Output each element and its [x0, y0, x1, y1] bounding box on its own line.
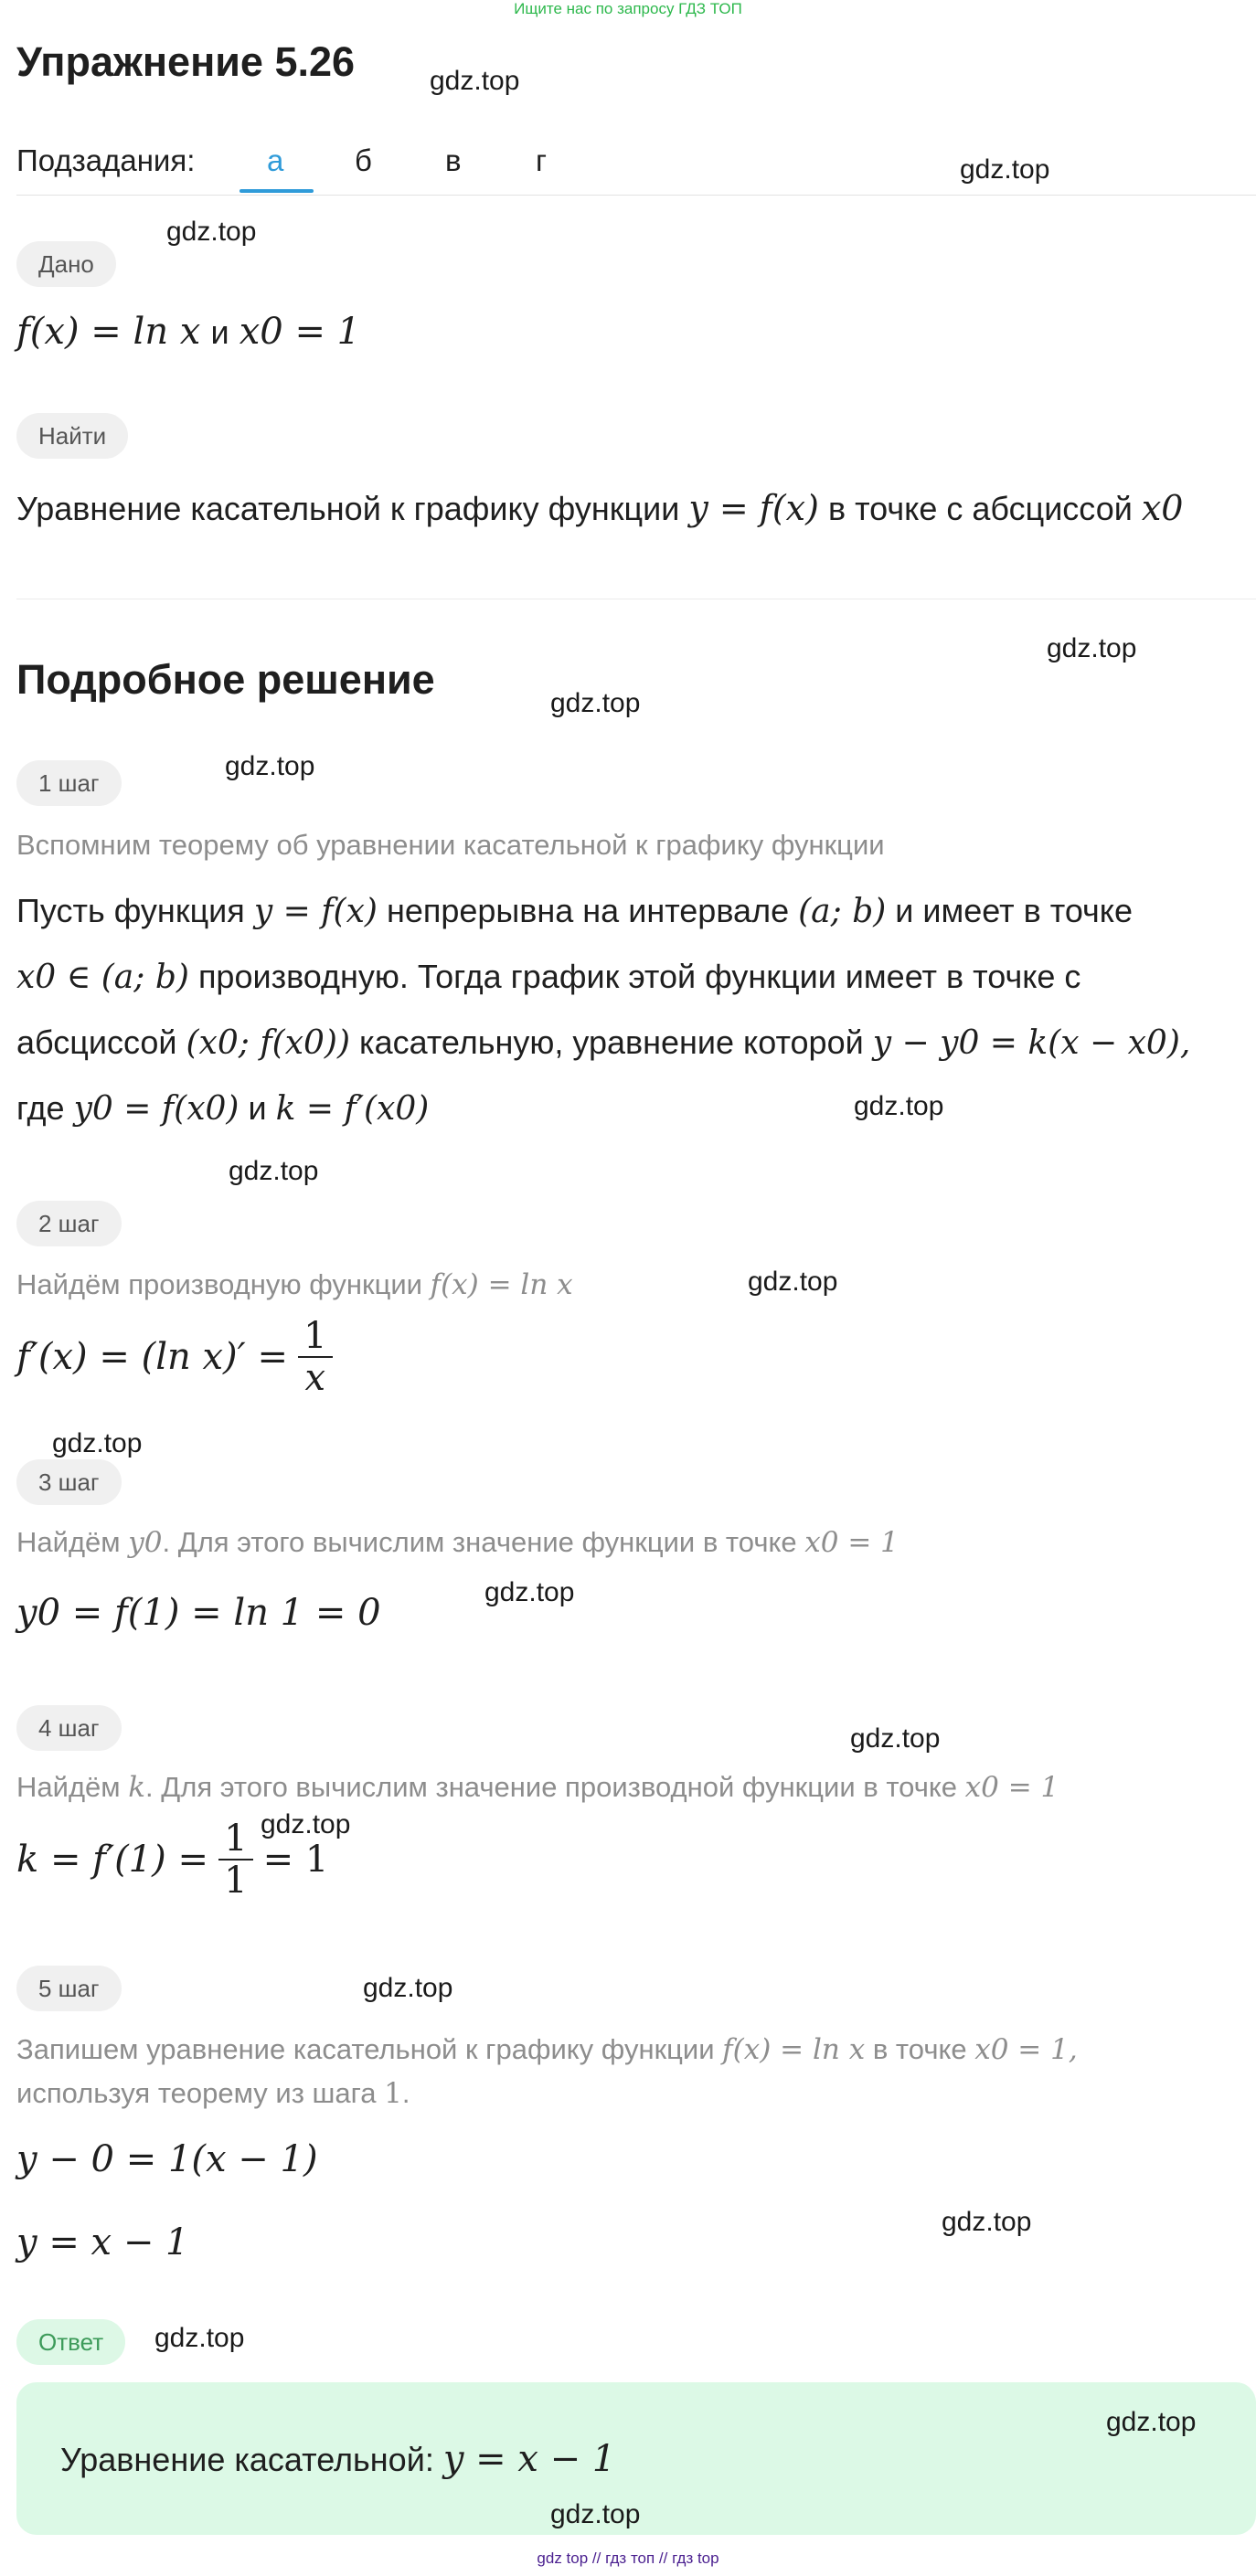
step-4-hint [16, 1771, 1059, 1804]
step-1-math: y0 = f(x0) [73, 1090, 239, 1128]
answer-pill: Ответ [16, 2319, 125, 2365]
step-3-pill: 3 шаг [16, 1459, 122, 1505]
step-1-text: производную. Тогда график этой функции имеет в точке с [197, 958, 1081, 995]
step-5-formula-2 [16, 2221, 189, 2263]
step-5-hint-num: 1 [384, 2077, 402, 2110]
step-1-text: Пусть функция [16, 892, 245, 929]
step-4-formula-right: = 1 [262, 1839, 329, 1881]
given-x0-def: x0 = 1 [239, 311, 361, 353]
step-3-hint-var: y0 [128, 1526, 163, 1559]
step-5-hint-text: Запишем уравнение касательной к графику функции [16, 2033, 715, 2065]
find-var: x0 [1141, 488, 1184, 528]
step-1-text: и имеет в точке [895, 892, 1133, 929]
step-1-text: абсциссой [16, 1023, 177, 1061]
step-3-formula-text: y0 = f(1) = ln 1 = 0 [16, 1592, 381, 1634]
step-4-formula-left: k = f′(1) = [16, 1839, 208, 1881]
tabs-divider [16, 195, 1256, 196]
step-5-hint-math: f(x) = ln x [722, 2033, 866, 2066]
step-5-formula-1-text: y − 0 = 1(x − 1) [16, 2138, 318, 2180]
step-2-pill: 2 шаг [16, 1201, 122, 1246]
step-4-hint-var: k [128, 1771, 146, 1804]
step-4-hint-text: Найдём [16, 1771, 121, 1803]
step-3-hint-math: x0 = 1 [804, 1526, 899, 1559]
watermark: gdz.top [261, 1809, 351, 1839]
step-5-formula-1 [16, 2138, 318, 2180]
step-1-math: (a; b) [798, 893, 887, 930]
step-2-hint-text: Найдём производную функции [16, 1268, 422, 1300]
step-4-hint-text: . Для этого вычислим значение производной функции в точке [145, 1771, 958, 1803]
watermark: gdz.top [229, 1156, 319, 1186]
step-1-line-4 [16, 1089, 429, 1128]
step-1-text: касательную, уравнение которой [359, 1023, 864, 1061]
tab-b[interactable]: б [355, 143, 372, 177]
step-1-math: (x0; f(x0)) [186, 1024, 351, 1062]
step-5-formula-2-text: y = x − 1 [16, 2221, 189, 2263]
watermark: gdz.top [1106, 2407, 1197, 2437]
given-f-def: f(x) = ln x [16, 311, 201, 353]
step-3-hint [16, 1526, 899, 1559]
watermark: gdz.top [166, 217, 257, 247]
step-5-hint-line-1 [16, 2033, 1078, 2066]
top-ad-text[interactable]: Ищите нас по запросу ГДЗ ТОП [514, 0, 742, 17]
step-2-frac-den: x [304, 1357, 326, 1399]
step-1-math: x0 ∈ (a; b) [16, 959, 189, 996]
given-and: и [210, 313, 229, 351]
step-4-fraction [218, 1818, 252, 1901]
step-5-hint-math: x0 = 1, [974, 2033, 1078, 2066]
step-5-pill: 5 шаг [16, 1966, 122, 2011]
find-text-after: в точке с абсциссой [827, 490, 1133, 527]
step-4-frac-num: 1 [218, 1818, 252, 1860]
find-text-before: Уравнение касательной к графику функции [16, 490, 680, 527]
answer-statement [60, 2438, 615, 2480]
subtasks-label: Подзадания: [16, 143, 196, 177]
step-2-hint [16, 1268, 573, 1301]
given-pill: Дано [16, 241, 116, 287]
page-title: Упражнение 5.26 [16, 38, 356, 85]
watermark: gdz.top [1047, 633, 1137, 663]
solution-title: Подробное решение [16, 656, 435, 703]
watermark: gdz.top [154, 2323, 245, 2353]
step-2-fraction [298, 1316, 332, 1398]
footer-links[interactable]: gdz top // гдз топ // гдз top [537, 2549, 719, 2567]
step-1-text: где [16, 1089, 65, 1127]
watermark: gdz.top [430, 66, 520, 96]
step-5-hint-text: используя теорему из шага [16, 2077, 377, 2109]
watermark: gdz.top [225, 751, 315, 781]
watermark: gdz.top [550, 2499, 641, 2529]
step-2-frac-num: 1 [298, 1316, 332, 1358]
tab-g[interactable]: г [536, 143, 548, 177]
step-1-pill: 1 шаг [16, 760, 122, 806]
watermark: gdz.top [52, 1428, 143, 1458]
step-4-hint-math: x0 = 1 [964, 1771, 1059, 1804]
watermark: gdz.top [942, 2207, 1032, 2237]
find-eq: y = f(x) [688, 488, 819, 528]
step-1-math: y − y0 = k(x − x0), [872, 1024, 1191, 1062]
active-tab-indicator [239, 189, 314, 193]
step-3-hint-text: . Для этого вычислим значение функции в точке [162, 1526, 797, 1558]
find-pill: Найти [16, 413, 128, 459]
step-2-formula [16, 1316, 333, 1398]
step-1-text: непрерывна на интервале [386, 892, 790, 929]
step-1-math: k = f′(x0) [275, 1090, 430, 1128]
step-1-line-1 [16, 892, 1133, 930]
watermark: gdz.top [484, 1577, 575, 1607]
step-2-hint-math: f(x) = ln x [430, 1268, 573, 1301]
watermark: gdz.top [854, 1091, 944, 1121]
step-2-formula-left: f′(x) = (ln x)′ = [16, 1336, 288, 1378]
step-1-line-3 [16, 1023, 1190, 1062]
answer-formula: y = x − 1 [442, 2438, 616, 2480]
step-1-text: и [248, 1089, 267, 1127]
tab-a[interactable]: а [267, 143, 284, 177]
find-statement [16, 488, 1183, 528]
step-5-hint-text: в точке [872, 2033, 967, 2065]
watermark: gdz.top [748, 1267, 838, 1297]
step-4-pill: 4 шаг [16, 1705, 122, 1751]
step-3-hint-text: Найдём [16, 1526, 121, 1558]
watermark: gdz.top [550, 688, 641, 718]
step-5-hint-text: . [401, 2077, 410, 2109]
watermark: gdz.top [960, 154, 1050, 185]
step-5-hint-line-2 [16, 2077, 410, 2110]
tab-v[interactable]: в [445, 143, 462, 177]
step-3-formula [16, 1592, 381, 1634]
step-1-hint: Вспомним теорему об уравнении касательной к графику функции [16, 829, 885, 861]
given-statement [16, 311, 360, 353]
step-1-line-2 [16, 958, 1080, 996]
step-4-frac-den: 1 [224, 1860, 248, 1902]
step-1-math: y = f(x) [253, 893, 378, 930]
watermark: gdz.top [363, 1973, 453, 2003]
answer-text: Уравнение касательной: [60, 2441, 434, 2478]
watermark: gdz.top [850, 1723, 941, 1754]
